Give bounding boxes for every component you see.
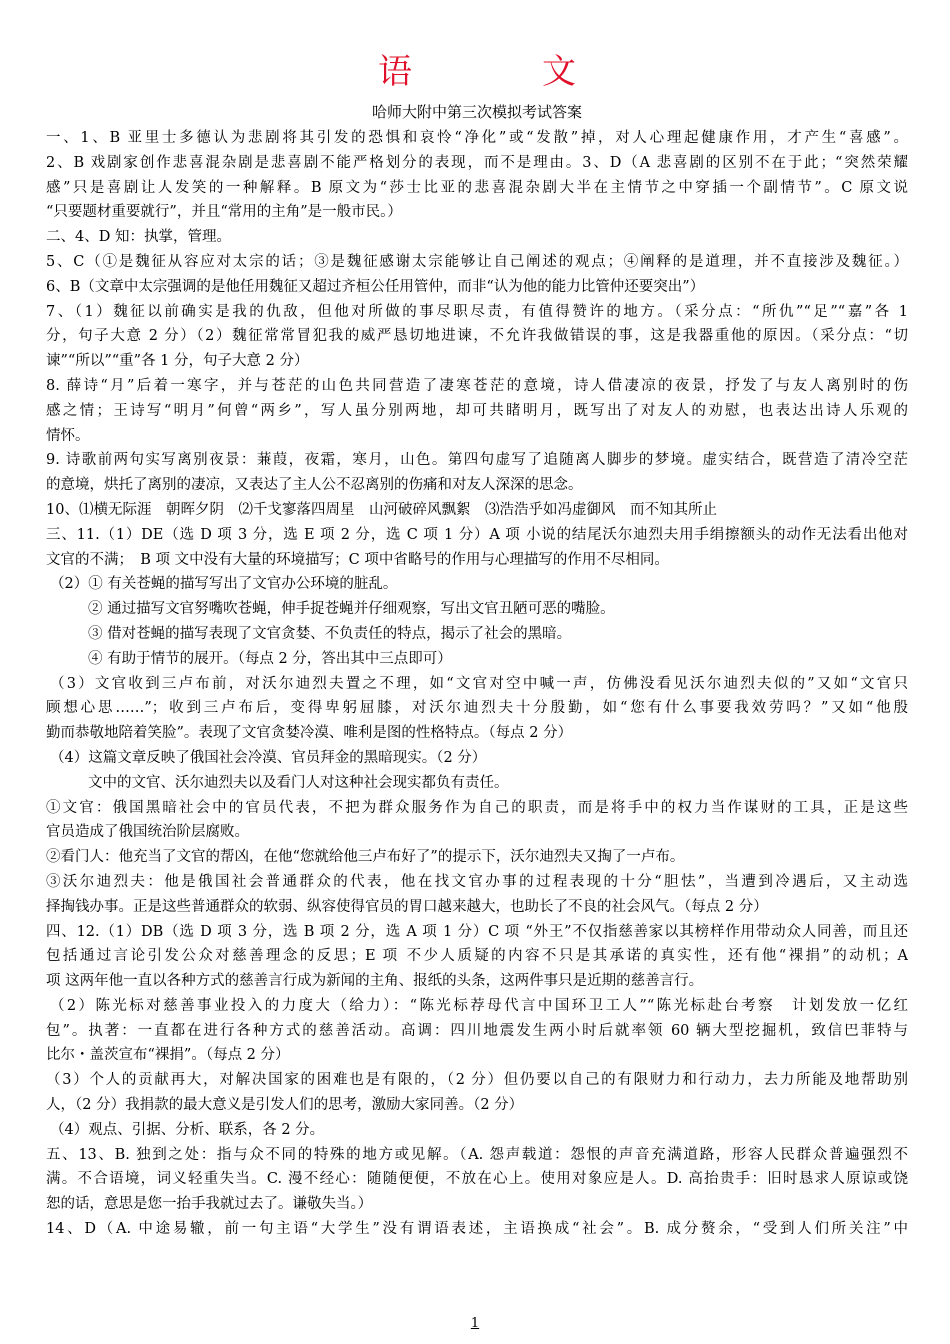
answer-line: 恕的话，意思是您一抬手我就过去了。谦敬失当。） xyxy=(46,1196,373,1213)
answer-line: 四、12.（1）DB（选 D 项 3 分，选 B 项 2 分，选 A 项 1 分）C 项 “外王”不仅指慈善家以其榜样作用带动众人同善，而且还 xyxy=(46,923,908,940)
answer-line: ②看门人：他充当了文官的帮凶，在他“您就给他三卢布好了”的提示下，沃尔迪烈夫又掏了一卢布。 xyxy=(46,849,685,866)
answer-line: 8. 薛诗“月”后着一寒字，并与苍茫的山色共同营造了凄寒苍茫的意境，诗人借凄凉的夜景，抒发了与友人离别时的伤 xyxy=(46,377,908,394)
page-title: 语文 xyxy=(378,52,706,92)
answer-line: 分，句子大意 2 分）（2）魏征常常冒犯我的威严恳切地进谏，不允许我做错误的事，这是我器重他的原因。（采分点：“切 xyxy=(46,328,908,345)
answer-line: ③ 借对苍蝇的描写表现了文官贪婪、不负责任的特点，揭示了社会的黑暗。 xyxy=(88,625,572,642)
answer-line: （4）这篇文章反映了俄国社会冷漠、官员拜金的黑暗现实。（2 分） xyxy=(50,749,487,766)
answer-line: 7、（1）魏征以前确实是我的仇敌，但他对所做的事尽职尽责，有值得赞许的地方。（采分点：“所仇”“足”“嘉”各 1 xyxy=(46,303,908,320)
answer-line: ①文官：俄国黑暗社会中的官员代表，不把为群众服务作为自己的职责，而是将手中的权力当作谋财的工具，正是这些 xyxy=(46,799,908,816)
answer-line: ④ 有助于情节的展开。（每点 2 分，答出其中三点即可） xyxy=(88,650,452,667)
answer-line: （4）观点、引据、分析、联系，各 2 分。 xyxy=(50,1121,325,1138)
answer-line: 比尔・盖茨宣布“裸捐”。（每点 2 分） xyxy=(46,1047,290,1064)
answer-line: 感之情；王诗写“明月”何曾“两乡”，写人虽分别两地，却可共睹明月，既写出了对友人的劝慰，也表达出诗人乐观的 xyxy=(46,402,908,419)
answer-sheet-page xyxy=(46,50,908,1242)
answer-line: （2）① 有关苍蝇的描写写出了文官办公环境的脏乱。 xyxy=(50,576,398,593)
answer-line: 五、13、B. 独到之处：指与众不同的特殊的地方或见解。（A. 怨声载道：怨恨的声音充满道路，形容人民群众普遍强烈不 xyxy=(46,1146,908,1163)
answer-line: （3）文官收到三卢布前，对沃尔迪烈夫置之不理，如“文官对空中喊一声，仿佛没看见沃尔迪烈夫似的”又如“文官只 xyxy=(50,675,908,692)
answer-line: 5、C（①是魏征从容应对太宗的话；③是魏征感谢太宗能够让自己阐述的观点；④阐释的是道理，并不直接涉及魏征。） xyxy=(46,253,908,270)
answer-line: 6、B（文章中太宗强调的是他任用魏征又超过齐桓公任用管仲，而非“认为他的能力比管仲还要突出”） xyxy=(46,278,705,295)
answer-line: 的意境，烘托了离别的凄凉，又表达了主人公不忍离别的伤痛和对友人深深的思念。 xyxy=(46,477,583,494)
answer-line: 谏”“所以”“重”各 1 分，句子大意 2 分） xyxy=(46,353,309,370)
answer-line: 一、1、B 亚里士多德认为悲剧将其引发的恐惧和哀怜“净化”或“发散”掉，对人心理起健康作用，才产生“喜感”。 xyxy=(46,130,908,146)
answer-line: ② 通过描写文官努嘴吹苍蝇，伸手捉苍蝇并仔细观察，写出文官丑陋可恶的嘴脸。 xyxy=(88,601,615,618)
answer-line: 顾想心思……”；收到三卢布后，变得卑躬屈膝，对沃尔迪烈夫十分殷勤，如“您有什么事要我效劳吗？”又如“他殷 xyxy=(46,700,908,717)
answer-line: 官员造成了俄国统治阶层腐败。 xyxy=(46,824,249,841)
answer-line: 勤而恭敬地陪着笑脸”。表现了文官贪婪冷漠、唯利是图的性格特点。（每点 2 分） xyxy=(46,725,573,742)
answer-line: 项 这两年他一直以各种方式的慈善言行成为新闻的主角、报纸的头条，这两件事只是近期的慈善言行。 xyxy=(46,973,704,990)
answer-line: 包”。执著：一直都在进行各种方式的慈善活动。高调：四川地震发生两小时后就率领 60 辆大型挖掘机，致信巴菲特与 xyxy=(46,1022,908,1039)
answer-line: 情怀。 xyxy=(46,427,90,444)
page-subtitle: 哈师大附中第三次模拟考试答案 xyxy=(371,103,582,121)
answer-line: 感”只是喜剧让人发笑的一种解释。B 原文为“莎士比亚的悲喜混杂剧大半在主情节之中穿插一个副情节”。C 原文说 xyxy=(46,179,908,196)
answer-line: 三、11.（1）DE（选 D 项 3 分，选 E 项 2 分，选 C 项 1 分）A 项 小说的结尾沃尔迪烈夫用手绢擦额头的动作无法看出他对 xyxy=(46,526,908,543)
answer-line: 文官的不满； B 项 文中没有大量的环境描写；C 项中省略号的作用与心理描写的作用不尽相同。 xyxy=(46,551,669,568)
answer-line: 14、D（A. 中途易辙，前一句主语“大学生”没有谓语表述，主语换成“社会”。B. 成分赘余，“受到人们所关注”中 xyxy=(46,1221,908,1238)
answer-line: 包括通过言论引发公众对慈善理念的反思；E 项 不少人质疑的内容不只是其承诺的真实性，还有他“裸捐”的动机；A xyxy=(46,948,908,965)
answer-line: 择掏钱办事。正是这些普通群众的软弱、纵容使得官员的胃口越来越大，也助长了不良的社会风气。（每点 2 分） xyxy=(46,898,768,915)
answer-line: 二、4、D 知：执掌，管理。 xyxy=(46,229,231,246)
answer-body xyxy=(46,126,908,1242)
answer-line: 文中的文官、沃尔迪烈夫以及看门人对这种社会现实都负有责任。 xyxy=(88,774,509,791)
answer-line: 2、B 戏剧家创作悲喜混杂剧是悲喜剧不能严格划分的表现，而不是理由。3、D（A 悲喜剧的区别不在于此；“突然荣耀 xyxy=(46,154,908,171)
answer-line: 10、⑴横无际涯 朝晖夕阴 ⑵千戈寥落四周星 山河破碎风飘絮 ⑶浩浩乎如冯虚御风 而不知其所止 xyxy=(46,501,717,518)
answer-line: 满。不合语境，词义轻重失当。C. 漫不经心：随随便便，不放在心上。使用对象应是人。D. 高抬贵手：旧时恳求人原谅或饶 xyxy=(46,1171,908,1188)
answer-line: （2）陈光标对慈善事业投入的力度大（给力）：“陈光标荐母代言中国环卫工人”“陈光标赴台考察 计划发放一亿红 xyxy=(50,997,908,1014)
answer-line: 9. 诗歌前两句实写离别夜景：蒹葭，夜霜，寒月，山色。第四句虚写了追随离人脚步的梦境。虚实结合，既营造了清冷空茫 xyxy=(46,452,908,469)
answer-line: ③沃尔迪烈夫：他是俄国社会普通群众的代表，他在找文官办事的过程表现的十分“胆怯”，当遭到冷遇后，又主动选 xyxy=(46,873,908,890)
page-number: 1 xyxy=(470,1316,480,1331)
answer-line: “只要题材重要就行”，并且“常用的主角”是一般市民。） xyxy=(46,204,402,221)
answer-line: （3）个人的贡献再大，对解决国家的困难也是有限的，（2 分）但仍要以自己的有限财力和行动力，去力所能及地帮助别 xyxy=(46,1072,908,1089)
answer-line: 人，（2 分）我捐款的最大意义是引发人们的思考，激励大家同善。（2 分） xyxy=(46,1097,524,1114)
